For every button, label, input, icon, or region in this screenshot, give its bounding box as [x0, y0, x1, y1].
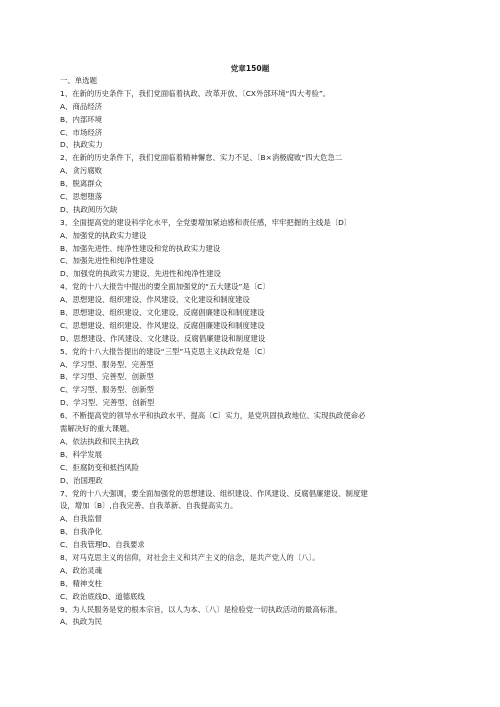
answer-option: B、学习型、完善型、创新型 [60, 372, 154, 382]
answer-option: D、治国理政 [60, 475, 103, 485]
answer-option: A、学习型、服务型、完善型 [60, 359, 154, 369]
answer-option: A、自我监督 [60, 514, 103, 524]
question-text: 4、党的十八大报告中提出的要全面加强党的“五大建设”是〔C〕 [60, 282, 270, 292]
question-text: 3、全面提高党的建设科学化水平，全党要增加紧迫感和责任感，牢牢把握的主线是〔D〕 [60, 217, 352, 227]
question-text-continued: 设，增加〔B〕,自我完善、自我革新、自我提高实力。 [60, 501, 238, 511]
answer-option: D、思想建设、作风建设、文化建设、反腐倡廉建设和制度建设 [60, 333, 266, 343]
answer-option: B、科学发展 [60, 449, 103, 459]
answer-option: A、商品经济 [60, 101, 103, 111]
answer-option: A、政治灵魂 [60, 565, 103, 575]
question-text: 7、党的十八大强调，要全面加强党的思想建设、组织建设、作风建设、反腐倡廉建设、制度建 [60, 488, 368, 498]
question-text: 2、在新的历史条件下，我们党面临着精神懈怠、实力不足、〔B×消极腐败“四大危急二 [60, 153, 343, 163]
question-text: 9、为人民服务是党的根本宗旨，以人为本、〔八〕是检验党一切执政活动的最高标准。 [60, 604, 342, 614]
answer-option: A、贪污腐败 [60, 166, 103, 176]
answer-option: C、自我管理D、自我要求 [60, 540, 145, 550]
answer-option: A、执政为民 [60, 617, 103, 627]
answer-option: D、学习型、完善型、创新型 [60, 398, 155, 408]
answer-option: C、政治底线D、道德底线 [60, 591, 145, 601]
answer-option: B、思想建设、组织建设、文化建设、反腐倡廉建设和制度建设 [60, 308, 265, 318]
answer-option: A、加强党的执政实力建设 [60, 230, 147, 240]
question-list [60, 88, 440, 629]
answer-option: C、学习型、服务型、创新型 [60, 385, 154, 395]
answer-option: C、拒腐防变和抵挡风险 [60, 462, 140, 472]
page-title: 党章150题 [230, 64, 270, 73]
answer-option: B、脱离群众 [60, 179, 103, 189]
answer-option: D、执政阅历欠缺 [60, 204, 118, 214]
answer-option: D、执政实力 [60, 140, 103, 150]
answer-option: D、加强党的执政实力建设、先进性和纯净性建设 [60, 269, 221, 279]
answer-option: A、思想建设、组织建设、作风建设、文化建设和制度建设 [60, 295, 250, 305]
section-heading: 一、单选题 [60, 76, 97, 85]
answer-option: B、内部环境 [60, 114, 103, 124]
answer-option: C、思想建设、组织建设、作风建设、反腐倡廉建设和制度建设 [60, 320, 265, 330]
answer-option: B、精神支柱 [60, 578, 103, 588]
answer-option: C、加强先进性和纯净性建设 [60, 256, 154, 266]
answer-option: A、依法执政和民主执政 [60, 436, 139, 446]
question-text-continued: 需解决好的重大课题。 [60, 424, 134, 434]
question-text: 8、对马克思主义的信仰，对社会主义和共产主义的信念，是共产党人的〔八〕。 [60, 552, 320, 562]
question-text: 1、在新的历史条件下，我们党面临着执政、改革开放、〔CX外部环境“四大考验”。 [60, 88, 331, 98]
question-text: 5、党的十八大报告提出的建设“三型”马克思主义执政党是〔C〕 [60, 346, 270, 356]
answer-option: B、自我净化 [60, 527, 103, 537]
answer-option: C、思想堕落 [60, 192, 103, 202]
answer-option: B、加强先进性、纯净性建设和党的执政实力建设 [60, 243, 221, 253]
answer-option: C、市场经济 [60, 127, 103, 137]
question-text: 6、不断提高党的领导水平和执政水平、提高〔C〕实力，是党巩固执政地位、实现执政使命必 [60, 411, 366, 421]
